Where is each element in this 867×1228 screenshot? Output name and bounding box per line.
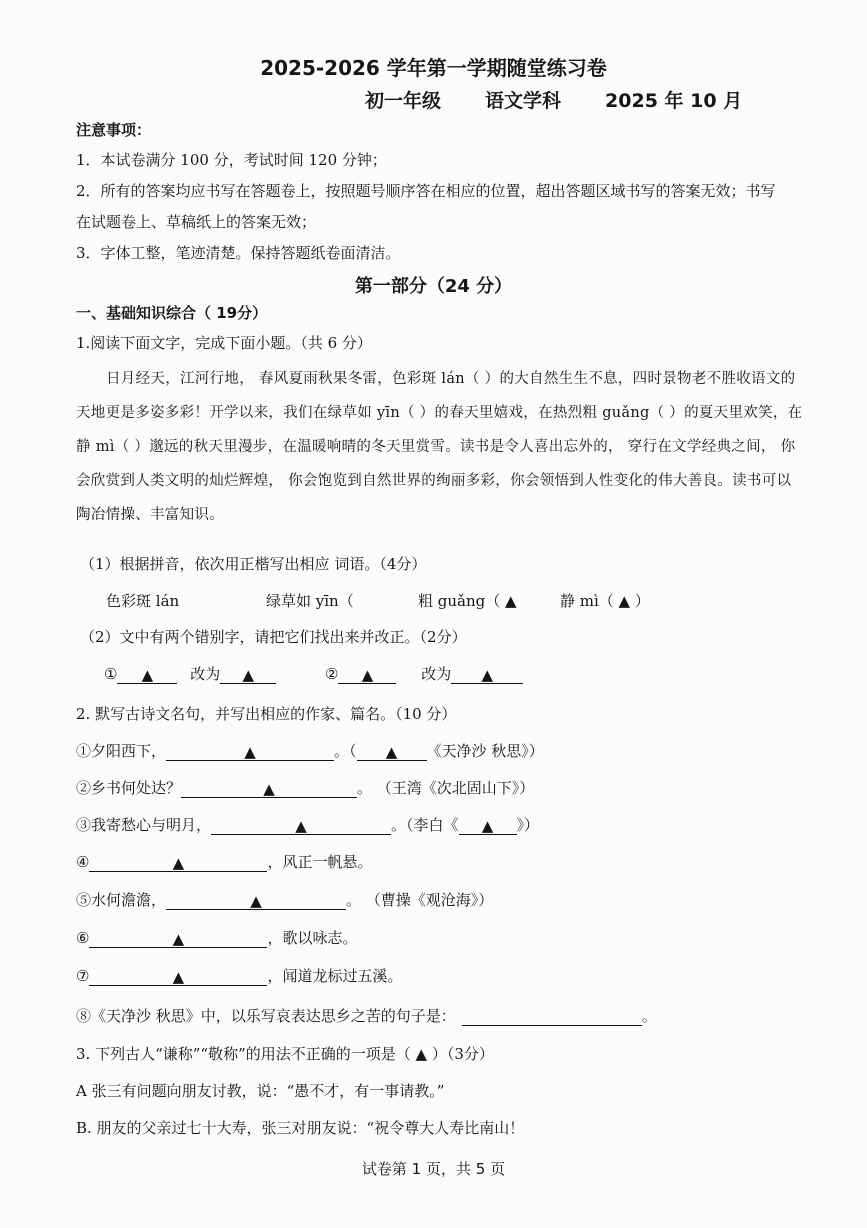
pinyin-item-2: 绿草如 yīn（: [266, 592, 354, 610]
pinyin-item-4: 静 mì（ ▲ ）: [560, 592, 650, 610]
answer-blank[interactable]: ▲: [166, 742, 334, 761]
answer-blank[interactable]: ▲: [451, 665, 523, 684]
answer-blank[interactable]: ▲: [211, 816, 391, 835]
answer-blank[interactable]: ▲: [89, 967, 267, 986]
q3-option-a: A 张三有问题向朋友讨教，说：“愚不才，有一事请教。”: [76, 1082, 445, 1100]
part1-title: 第一部分（24 分）: [354, 276, 513, 297]
q1-stem: 1.阅读下面文字，完成下面小题。（共 6 分）: [76, 334, 372, 352]
poem-line-2: ②乡书何处达？ ▲ 。 （王湾《次北固山下》）: [76, 779, 535, 798]
answer-blank[interactable]: ▲: [459, 816, 517, 835]
answer-blank[interactable]: ▲: [166, 891, 346, 910]
notes-heading: 注意事项：: [76, 121, 152, 139]
note-item: 3．字体工整，笔迹清楚。保持答题纸卷面清洁。: [76, 244, 401, 262]
answer-blank[interactable]: ▲: [89, 929, 267, 948]
poem-line-6: ⑥ ▲ ，歌以咏志。: [76, 929, 358, 948]
answer-blank[interactable]: ▲: [89, 853, 267, 872]
exam-subtitle: [365, 86, 742, 113]
subject: 语文学科: [485, 90, 562, 112]
correction-num-1: ①: [104, 665, 118, 683]
q2-stem: 2. 默写古诗文名句，并写出相应的作家、篇名。（10 分）: [76, 705, 457, 723]
change-to-label: 改为: [190, 665, 221, 683]
grade: 初一年级: [365, 90, 442, 112]
q3-stem: 3. 下列古人“谦称”“敬称”的用法不正确的一项是（ ▲ ）（3分）: [76, 1045, 494, 1063]
section1-heading: 一、基础知识综合（ 19分）: [76, 304, 268, 322]
correction-num-2: ②: [325, 665, 339, 683]
exam-title: 2025-2026 学年第一学期随堂练习卷: [260, 56, 607, 80]
answer-blank[interactable]: [462, 1007, 642, 1026]
answer-blank[interactable]: ▲: [117, 665, 177, 684]
answer-blank[interactable]: ▲: [220, 665, 276, 684]
q1-passage: 日月经天，江河行地， 春风夏雨秋果冬雷，色彩斑 lán（ ）的大自然生生不息，四时景物老不胜收语文的天地更是多姿多彩！开学以来，我们在绿草如 yīn（ ）的春天里嬉戏，在热烈粗 guǎng（ ）的夏天里欢笑，在静 mì（ ）邈远的秋天里漫步，在温暖响晴的冬天里赏雪。读书是令人喜出忘外的， 穿行在文学经典之间， 你会欣赏到人类文明的灿烂辉煌， 你会饱览到自然世界的绚丽多彩，你会领悟到人性变化的伟大善良。读书可以陶冶情操、丰富知识。: [76, 371, 803, 523]
note-item: 在试题卷上、草稿纸上的答案无效；: [76, 213, 317, 231]
poem-line-5: ⑤水何澹澹， ▲ 。 （曹操《观沧海》）: [76, 891, 494, 910]
answer-blank[interactable]: ▲: [181, 779, 357, 798]
q1-sub2: （2）文中有两个错别字，请把它们找出来并改正。（2分）: [80, 628, 467, 646]
pinyin-item-1: 色彩斑 lán: [106, 592, 180, 610]
change-to-label: 改为: [421, 665, 452, 683]
poem-line-8: ⑧《天净沙 秋思》中，以乐写哀表达思乡之苦的句子是： 。: [76, 1007, 657, 1025]
poem-line-3: ③我寄愁心与明月， ▲ 。（李白《 ▲ 》）: [76, 816, 540, 835]
q3-option-b: B. 朋友的父亲过七十大寿，张三对朋友说：“祝令尊大人寿比南山！: [76, 1119, 525, 1137]
answer-blank[interactable]: ▲: [357, 742, 427, 761]
q1-sub1: （1）根据拼音，依次用正楷写出相应 词语。（4分）: [80, 555, 427, 573]
note-item: 1．本试卷满分 100 分，考试时间 120 分钟；: [76, 151, 387, 169]
poem-line-1: ①夕阳西下， ▲ 。（ ▲ 《天净沙 秋思》）: [76, 742, 544, 761]
correction-row: [104, 664, 523, 684]
poem-line-7: ⑦ ▲ ，闻道龙标过五溪。: [76, 967, 403, 986]
poem-line-4: ④ ▲ ，风正一帆悬。: [76, 853, 373, 872]
note-item: 2．所有的答案均应书写在答题卷上，按照题号顺序答在相应的位置，超出答题区域书写的答案无效；书写: [76, 182, 776, 200]
answer-blank[interactable]: ▲: [338, 665, 396, 684]
pinyin-item-3: 粗 guǎng（ ▲: [418, 592, 517, 610]
exam-date: 2025 年 10 月: [605, 90, 743, 112]
page-footer: 试卷第 1 页，共 5 页: [361, 1160, 506, 1178]
